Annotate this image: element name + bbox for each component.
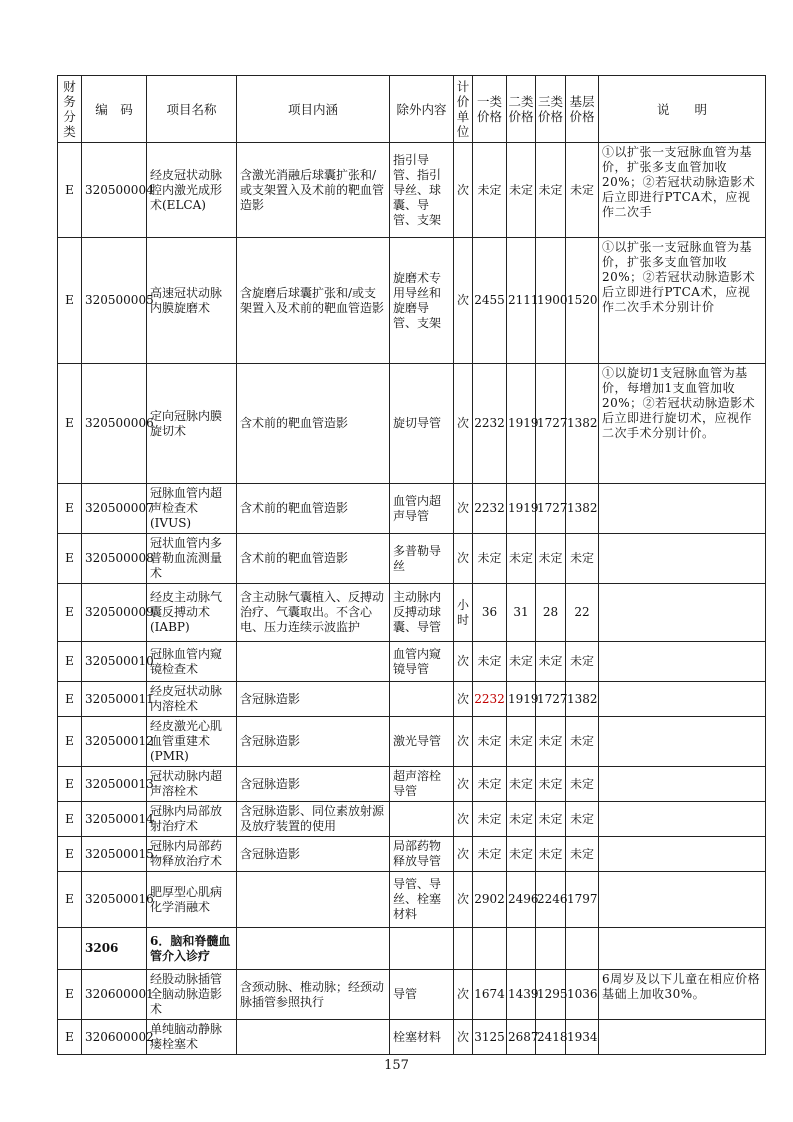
excluded-cell	[390, 802, 454, 837]
price1-cell: 未定	[473, 767, 507, 802]
note-cell: ①以扩张一支冠脉血管为基价，扩张多支血管加收20%；②若冠状动脉造影术后立即进行PTCA术，应视作二次手	[599, 143, 766, 238]
price2-cell: 31	[507, 584, 536, 642]
price3-cell: 28	[536, 584, 566, 642]
table-row	[58, 642, 766, 682]
name-cell: 冠脉内局部药物释放治疗术	[147, 837, 237, 872]
category-cell	[58, 928, 82, 970]
table-row	[58, 767, 766, 802]
unit-cell: 次	[454, 534, 473, 584]
price3-cell: 未定	[536, 717, 566, 767]
note-cell	[599, 534, 766, 584]
category-cell: E	[58, 802, 82, 837]
code-cell: 320500015	[82, 837, 147, 872]
price3-cell: 1727	[536, 682, 566, 717]
unit-cell: 次	[454, 970, 473, 1020]
price3-cell: 未定	[536, 767, 566, 802]
header-name: 项目名称	[147, 76, 237, 143]
price1-cell: 3125	[473, 1020, 507, 1055]
note-cell: ①以旋切1支冠脉血管为基价，每增加1支血管加收20%；②若冠状动脉造影术后立即进行旋切术，应视作二次手术分别计价。	[599, 364, 766, 484]
price4-cell: 1797	[566, 872, 599, 928]
header-excluded: 除外内容	[390, 76, 454, 143]
excluded-cell: 导管、导丝、栓塞材料	[390, 872, 454, 928]
name-cell: 经皮冠状动脉内溶栓术	[147, 682, 237, 717]
price-table	[57, 75, 766, 1055]
code-cell: 320500011	[82, 682, 147, 717]
unit-cell: 次	[454, 717, 473, 767]
price3-cell: 未定	[536, 802, 566, 837]
excluded-cell: 超声溶栓导管	[390, 767, 454, 802]
excluded-cell: 旋磨术专用导丝和旋磨导管、支架	[390, 238, 454, 364]
category-cell: E	[58, 364, 82, 484]
header-category: 财 务 分 类	[58, 76, 82, 143]
category-cell: E	[58, 717, 82, 767]
category-cell: E	[58, 837, 82, 872]
name-cell: 单纯脑动静脉瘘栓塞术	[147, 1020, 237, 1055]
price4-cell: 1036	[566, 970, 599, 1020]
unit-cell: 次	[454, 837, 473, 872]
name-cell: 6．脑和脊髓血管介入诊疗	[147, 928, 237, 970]
content-cell: 含冠脉造影	[237, 767, 390, 802]
header-price4: 基层 价格	[566, 76, 599, 143]
table-row	[58, 238, 766, 364]
code-cell: 320500012	[82, 717, 147, 767]
table-row	[58, 364, 766, 484]
category-cell: E	[58, 970, 82, 1020]
excluded-cell: 栓塞材料	[390, 1020, 454, 1055]
name-cell: 经皮激光心肌血管重建术(PMR)	[147, 717, 237, 767]
price2-cell: 1919	[507, 484, 536, 534]
price1-cell: 2232	[473, 364, 507, 484]
price1-cell: 未定	[473, 717, 507, 767]
category-cell: E	[58, 682, 82, 717]
price2-cell: 2111	[507, 238, 536, 364]
category-cell: E	[58, 534, 82, 584]
note-cell: ①以扩张一支冠脉血管为基价，扩张多支血管加收20%；②若冠状动脉造影术后立即进行PTCA术，应视作二次手术分别计价	[599, 238, 766, 364]
table-row	[58, 143, 766, 238]
price1-cell: 1674	[473, 970, 507, 1020]
price3-cell: 2246	[536, 872, 566, 928]
table-row	[58, 534, 766, 584]
header-code: 编 码	[82, 76, 147, 143]
excluded-cell	[390, 682, 454, 717]
price1-cell: 未定	[473, 642, 507, 682]
unit-cell: 次	[454, 484, 473, 534]
price2-cell: 2496	[507, 872, 536, 928]
unit-cell: 次	[454, 642, 473, 682]
table-row	[58, 802, 766, 837]
name-cell: 冠状血管内多普勒血流测量术	[147, 534, 237, 584]
price4-cell: 未定	[566, 534, 599, 584]
content-cell: 含激光消融后球囊扩张和/或支架置入及术前的靶血管造影	[237, 143, 390, 238]
price2-cell: 未定	[507, 717, 536, 767]
price3-cell	[536, 928, 566, 970]
content-cell	[237, 1020, 390, 1055]
price2-cell: 未定	[507, 802, 536, 837]
code-cell: 320600002	[82, 1020, 147, 1055]
table-row	[58, 484, 766, 534]
header-note: 说 明	[599, 76, 766, 143]
excluded-cell: 多普勒导丝	[390, 534, 454, 584]
unit-cell: 次	[454, 872, 473, 928]
unit-cell: 次	[454, 682, 473, 717]
price4-cell: 22	[566, 584, 599, 642]
excluded-cell: 局部药物释放导管	[390, 837, 454, 872]
price1-cell: 2902	[473, 872, 507, 928]
page-number: 157	[384, 1058, 409, 1073]
content-cell: 含术前的靶血管造影	[237, 364, 390, 484]
price1-cell: 2455	[473, 238, 507, 364]
code-cell: 320500010	[82, 642, 147, 682]
name-cell: 冠脉内局部放射治疗术	[147, 802, 237, 837]
price2-cell: 1919	[507, 364, 536, 484]
content-cell: 含术前的靶血管造影	[237, 534, 390, 584]
price1-cell: 2232	[473, 682, 507, 717]
price4-cell: 未定	[566, 837, 599, 872]
content-cell	[237, 928, 390, 970]
content-cell: 含主动脉气囊植入、反搏动治疗、气囊取出。不含心电、压力连续示波监护	[237, 584, 390, 642]
category-cell: E	[58, 143, 82, 238]
unit-cell: 次	[454, 802, 473, 837]
code-cell: 320500013	[82, 767, 147, 802]
price3-cell: 未定	[536, 143, 566, 238]
price3-cell: 未定	[536, 642, 566, 682]
content-cell: 含旋磨后球囊扩张和/或支架置入及术前的靶血管造影	[237, 238, 390, 364]
category-cell: E	[58, 238, 82, 364]
code-cell: 320500009	[82, 584, 147, 642]
table-row	[58, 682, 766, 717]
header-price1: 一类 价格	[473, 76, 507, 143]
price2-cell	[507, 928, 536, 970]
excluded-cell: 指引导管、指引导丝、球囊、导管、支架	[390, 143, 454, 238]
excluded-cell	[390, 928, 454, 970]
price2-cell: 未定	[507, 534, 536, 584]
price3-cell: 1900	[536, 238, 566, 364]
table-row	[58, 872, 766, 928]
content-cell: 含冠脉造影	[237, 682, 390, 717]
note-cell	[599, 484, 766, 534]
note-cell	[599, 767, 766, 802]
excluded-cell: 血管内窥镜导管	[390, 642, 454, 682]
header-unit: 计 价 单 位	[454, 76, 473, 143]
name-cell: 经皮主动脉气囊反搏动术(IABP)	[147, 584, 237, 642]
price4-cell: 未定	[566, 143, 599, 238]
category-cell: E	[58, 642, 82, 682]
content-cell: 含冠脉造影、同位素放射源及放疗装置的使用	[237, 802, 390, 837]
header-price3: 三类 价格	[536, 76, 566, 143]
unit-cell: 次	[454, 364, 473, 484]
price4-cell: 未定	[566, 717, 599, 767]
excluded-cell: 导管	[390, 970, 454, 1020]
category-cell: E	[58, 584, 82, 642]
price1-cell: 未定	[473, 534, 507, 584]
price2-cell: 未定	[507, 767, 536, 802]
name-cell: 经皮冠状动脉腔内激光成形术(ELCA)	[147, 143, 237, 238]
note-cell	[599, 928, 766, 970]
content-cell	[237, 642, 390, 682]
content-cell: 含术前的靶血管造影	[237, 484, 390, 534]
price4-cell: 未定	[566, 802, 599, 837]
header-row	[58, 76, 766, 143]
price3-cell: 未定	[536, 837, 566, 872]
price4-cell: 未定	[566, 642, 599, 682]
note-cell	[599, 837, 766, 872]
unit-cell: 小 时	[454, 584, 473, 642]
code-cell: 320500006	[82, 364, 147, 484]
unit-cell: 次	[454, 1020, 473, 1055]
note-cell	[599, 717, 766, 767]
note-cell	[599, 642, 766, 682]
note-cell	[599, 802, 766, 837]
price2-cell: 2687	[507, 1020, 536, 1055]
table-row	[58, 584, 766, 642]
code-cell: 320500004	[82, 143, 147, 238]
unit-cell: 次	[454, 238, 473, 364]
table-row	[58, 837, 766, 872]
price4-cell: 1382	[566, 484, 599, 534]
content-cell	[237, 872, 390, 928]
note-cell	[599, 584, 766, 642]
excluded-cell: 血管内超声导管	[390, 484, 454, 534]
section-row	[58, 928, 766, 970]
price3-cell: 2418	[536, 1020, 566, 1055]
category-cell: E	[58, 1020, 82, 1055]
unit-cell: 次	[454, 143, 473, 238]
excluded-cell: 旋切导管	[390, 364, 454, 484]
name-cell: 冠脉血管内窥镜检查术	[147, 642, 237, 682]
price4-cell	[566, 928, 599, 970]
unit-cell	[454, 928, 473, 970]
header-content: 项目内涵	[237, 76, 390, 143]
table-row	[58, 1020, 766, 1055]
content-cell: 含冠脉造影	[237, 717, 390, 767]
content-cell: 含冠脉造影	[237, 837, 390, 872]
price4-cell: 1382	[566, 364, 599, 484]
code-cell: 320500014	[82, 802, 147, 837]
name-cell: 肥厚型心肌病化学消融术	[147, 872, 237, 928]
note-cell: 6周岁及以下儿童在相应价格基础上加收30%。	[599, 970, 766, 1020]
category-cell: E	[58, 767, 82, 802]
price4-cell: 未定	[566, 767, 599, 802]
note-cell	[599, 682, 766, 717]
code-cell: 320600001	[82, 970, 147, 1020]
price2-cell: 未定	[507, 642, 536, 682]
price2-cell: 1439	[507, 970, 536, 1020]
table-body	[58, 143, 766, 1055]
name-cell: 经股动脉插管全脑动脉造影术	[147, 970, 237, 1020]
price4-cell: 1520	[566, 238, 599, 364]
code-cell: 320500007	[82, 484, 147, 534]
code-cell: 320500005	[82, 238, 147, 364]
code-cell: 320500016	[82, 872, 147, 928]
category-cell: E	[58, 484, 82, 534]
content-cell: 含颈动脉、椎动脉；经颈动脉插管参照执行	[237, 970, 390, 1020]
price2-cell: 未定	[507, 837, 536, 872]
price1-cell: 2232	[473, 484, 507, 534]
code-cell: 320500008	[82, 534, 147, 584]
price3-cell: 未定	[536, 534, 566, 584]
price3-cell: 1727	[536, 484, 566, 534]
header-price2: 二类 价格	[507, 76, 536, 143]
name-cell: 冠状动脉内超声溶栓术	[147, 767, 237, 802]
excluded-cell: 激光导管	[390, 717, 454, 767]
price1-cell: 未定	[473, 837, 507, 872]
price4-cell: 1382	[566, 682, 599, 717]
category-cell: E	[58, 872, 82, 928]
price1-cell: 未定	[473, 802, 507, 837]
note-cell	[599, 1020, 766, 1055]
note-cell	[599, 872, 766, 928]
name-cell: 冠脉血管内超声检查术(IVUS)	[147, 484, 237, 534]
price1-cell	[473, 928, 507, 970]
price4-cell: 1934	[566, 1020, 599, 1055]
name-cell: 高速冠状动脉内膜旋磨术	[147, 238, 237, 364]
unit-cell: 次	[454, 767, 473, 802]
price1-cell: 36	[473, 584, 507, 642]
name-cell: 定向冠脉内膜旋切术	[147, 364, 237, 484]
code-cell: 3206	[82, 928, 147, 970]
price2-cell: 1919	[507, 682, 536, 717]
price1-cell: 未定	[473, 143, 507, 238]
excluded-cell: 主动脉内反搏动球囊、导管	[390, 584, 454, 642]
price3-cell: 1727	[536, 364, 566, 484]
price3-cell: 1295	[536, 970, 566, 1020]
table-row	[58, 970, 766, 1020]
table-row	[58, 717, 766, 767]
price2-cell: 未定	[507, 143, 536, 238]
